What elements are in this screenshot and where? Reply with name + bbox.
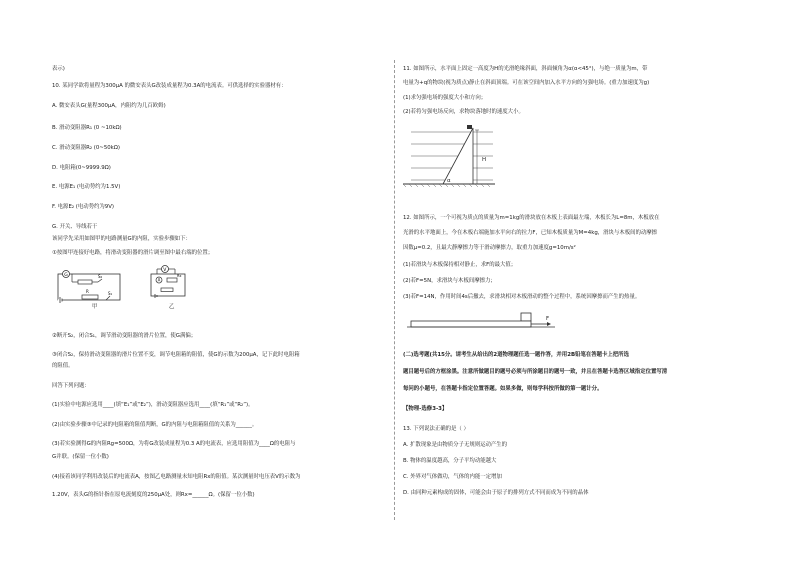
- q10-option-d: D. 电阻箱(0~9999.9Ω): [52, 165, 111, 171]
- q11-part1: (1)求匀强电场的强度大小和方向；: [403, 95, 487, 101]
- q13-option-b: B. 物体的温度越高，分子平均动能越大: [403, 458, 497, 464]
- prev-question-tail: 表示): [52, 66, 65, 72]
- svg-text:A: A: [157, 277, 161, 283]
- svg-text:S₂: S₂: [98, 274, 103, 279]
- circuit-diagram-yi: [147, 262, 197, 304]
- q10-option-c: C. 滑动变阻器R₂ (0~50kΩ): [52, 145, 121, 151]
- q12-part3: (3)若F=14N，作用时间4s后撤去，求滑块相对木板滑动的整个过程中，系统因摩擦而产生的热量。: [403, 294, 641, 300]
- q10-option-f: F. 电源E₂ (电动势约为9V): [52, 204, 114, 210]
- column-divider: [394, 60, 395, 520]
- q12-stem-line2: 光滑的水平地面上，今在木板右端施加水平向右的拉力F，已知木板质量为M=4kg，滑块与木板间的动摩擦: [403, 230, 658, 236]
- q12-stem-line3: 因数μ=0.2，且最大静摩擦力等于滑动摩擦力，取重力加速度g=10m/s²: [403, 245, 576, 251]
- q13-option-c: C. 外界对气体做功，气体的内能一定增加: [403, 474, 502, 480]
- q11-part2: (2)若将匀强电场反向，求物块落地时的速度大小。: [403, 109, 524, 115]
- q10-option-b: B. 滑动变阻器R₁ (0 ~10kΩ): [52, 125, 122, 131]
- svg-text:G: G: [64, 272, 68, 278]
- q11-stem-line1: 11. 如图所示，水平面上固定一高度为H的光滑绝缘斜面，斜面倾角为α(α<45°)，与绝一质量为m，带: [403, 66, 648, 72]
- q12-stem-line1: 12. 如图所示，一个可视为质点的质量为m=1kg的滑块放在木板上表面最左端，木板长为L=8m，木板放在: [403, 215, 660, 221]
- figure-label-jia: 甲: [92, 304, 98, 310]
- q10-sub3-line1: (3)若实验测得G的内阻Rg=500Ω，为将G改装成量程为0.3 A的电流表，应选用阻值为____Ω的电阻与: [52, 441, 296, 447]
- svg-text:R: R: [86, 289, 89, 294]
- q10-sub4-line1: (4)接着该同学利用改装后的电流表A，按图乙电路测量未知电阻Rx的阻值。某次测量时电压表V的示数为: [52, 474, 301, 480]
- incline-diagram: [403, 120, 499, 192]
- q12-part2: (2)若F=5N，求滑块与木板间摩擦力；: [403, 278, 496, 284]
- section2-line3: 每问的小题号，在答题卡指定位置答题。如果多做，则每学科按所做的第一题计分。: [403, 386, 603, 392]
- q10-stem: 10. 某同学欲将量程为300μA 的微安表头G改装成量程为0.3A的电流表。可供选择的实验器材有：: [52, 83, 287, 89]
- q13-option-d: D. 由同种元素构成的固体，可能会由于原子的排列方式不同而成为不同的晶体: [403, 490, 589, 496]
- q10-step3-line2: 的阻值。: [52, 363, 74, 369]
- board-block-diagram: [407, 308, 557, 336]
- label-angle-alpha: α: [447, 178, 451, 184]
- q10-sub1: (1)实验中电源应选用____(填“E₁”或“E₂”)，滑动变阻器应选用____(填“R₁”或“R₂”)。: [52, 402, 254, 408]
- q10-sub3-line2: G并联。(保留一位小数): [52, 454, 109, 460]
- q10-sub4-line2: 1.20V，表头G的指针指在原电流刻度的250μA处，则Rx=______Ω。(保留一位小数): [52, 492, 255, 498]
- q10-method-intro: 该同学先采用如图甲的电路测量G的内阻，实验步骤如下：: [52, 236, 191, 242]
- q10-option-e: E. 电源E₁ (电动势约为1.5V): [52, 184, 121, 190]
- q13-option-a: A. 扩散现象是由物质分子无规则运动产生的: [403, 442, 508, 448]
- svg-text:S₁: S₁: [108, 291, 113, 296]
- q10-step2: ②断开S₂，闭合S₁，调节滑动变阻器的滑片位置，使G满偏；: [52, 333, 197, 339]
- label-force-f: F: [546, 316, 550, 322]
- svg-text:V: V: [163, 267, 167, 273]
- q10-sub2: (2)由实验步骤③中记录的电阻箱的阻值判断，G的内阻与电阻箱阻值的关系为______。: [52, 422, 258, 428]
- q13-stem: 13. 下列说法正确的是（ ）: [403, 426, 469, 432]
- elective-heading: 【物理-选修3-3】: [403, 406, 448, 412]
- q10-step1: ①按图甲连接好电路，将滑动变阻器的滑片调至图中最右端的位置；: [52, 250, 214, 256]
- label-height-h: H: [482, 157, 487, 163]
- section2-line1: (二)选考题(共15分。请考生从给出的2道物理题任选一题作答，并用2B铅笔在答题卡上把所选: [403, 352, 629, 358]
- q12-part1: (1)若滑块与木板保持相对静止，求F的最大值；: [403, 262, 517, 268]
- q10-option-a: A. 微安表头G(量程300μA，内阻约为几百欧姆): [52, 103, 166, 109]
- q10-step3-line1: ③闭合S₂，保持滑动变阻器的滑片位置不变，调节电阻箱的阻值，使G的示数为200μA，记下此时电阻箱: [52, 352, 300, 358]
- figure-label-yi: 乙: [169, 304, 175, 310]
- svg-text:Rx: Rx: [177, 274, 182, 278]
- section2-line2: 题目题号后的方框涂黑。注意所做题目的题号必须与所涂题目的题号一致，并且在答题卡选答区域指定位置写清: [403, 369, 668, 375]
- q11-stem-line2: 电量为+q的物块(视为质点)静止在斜面顶端。可在该空间内加入水平方向的匀强电场。(重力加速度为g): [403, 80, 650, 86]
- q10-option-g: G. 开关、导线若干: [52, 224, 98, 230]
- q10-answer-intro: 回答下列问题：: [52, 383, 90, 389]
